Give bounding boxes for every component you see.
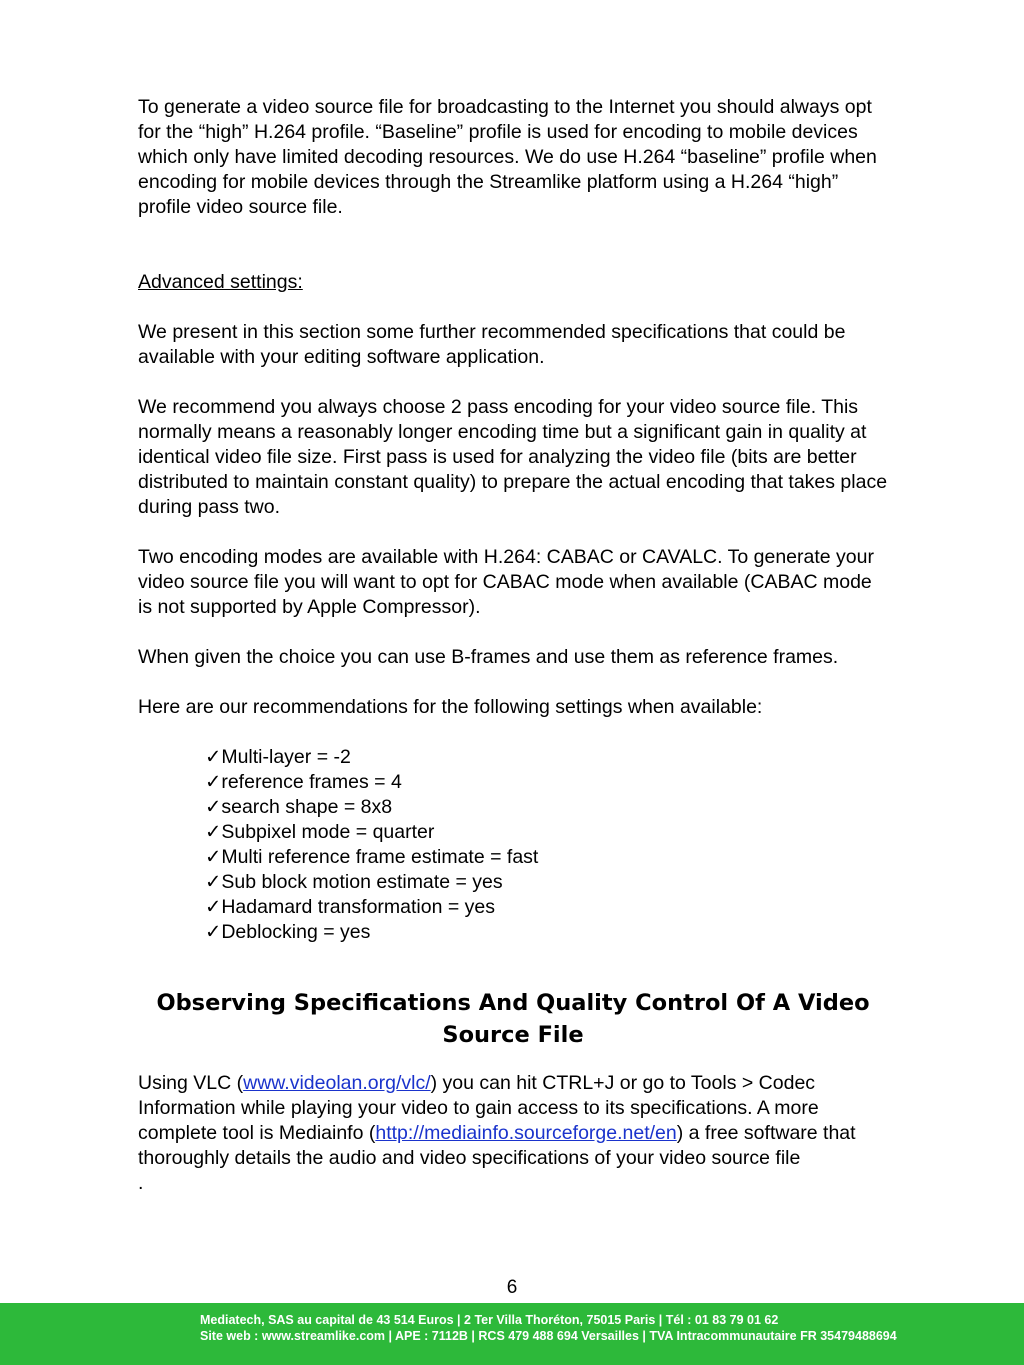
list-item-text: Deblocking = yes [221,921,371,943]
checkmark-icon: ✓ [205,821,222,843]
paragraph-further-specs: We present in this section some further recommended specifications that could be available with your editing software application. [138,321,846,368]
paragraph-recommendations-intro: Here are our recommendations for the following settings when available: [138,696,763,718]
list-item [205,745,888,770]
paragraph-vlc-mediainfo [138,1071,888,1171]
checkmark-icon: ✓ [205,771,222,793]
vlc-link[interactable]: www.videolan.org/vlc/ [243,1072,431,1094]
trailing-period: . [138,1172,144,1194]
list-item-text: Multi-layer = -2 [221,746,351,768]
list-item [205,845,888,870]
footer-company-info: Mediatech, SAS au capital de 43 514 Euros | 2 Ter Villa Thoréton, 75015 Paris | Tél : 01 83 79 01 62 [200,1313,779,1327]
checkmark-icon: ✓ [205,896,222,918]
footer-band [0,1303,1024,1365]
footer-legal-info: Site web : www.streamlike.com | APE : 7112B | RCS 479 488 694 Versailles | TVA Intracommunautaire FR 35479488694 [200,1329,897,1343]
mediainfo-description: ) a free software that thoroughly details the audio and video specifications of your video source file [138,1122,856,1169]
paragraph-two-pass: We recommend you always choose 2 pass encoding for your video source file. This normally means a reasonably longer encoding time but a significant gain in quality at identical video file size. First pass is used for analyzing the video file (bits are better distributed to maintain constant quality) to prepare the actual encoding that takes place during pass two. [138,396,888,518]
checkmark-icon: ✓ [205,746,222,768]
checkmark-icon: ✓ [205,846,222,868]
paragraph-cabac: Two encoding modes are available with H.264: CABAC or CAVALC. To generate your video source file you will want to opt for CABAC mode when available (CABAC mode is not supported by Apple Compressor). [138,546,874,618]
page-number: 6 [506,1277,518,1298]
list-item-text: Hadamard transformation = yes [221,896,496,918]
mediainfo-link[interactable]: http://mediainfo.sourceforge.net/en [375,1122,677,1144]
list-item-text: Subpixel mode = quarter [221,821,435,843]
advanced-settings-label: Advanced settings: [138,271,303,293]
list-item [205,795,888,820]
settings-checklist [138,745,888,945]
list-item [205,895,888,920]
list-item-text: search shape = 8x8 [221,796,393,818]
document-body [138,95,888,1221]
checkmark-icon: ✓ [205,921,222,943]
paragraph-h264-profile: To generate a video source file for broadcasting to the Internet you should always opt for the “high” H.264 profile. “Baseline” profile is used for encoding to mobile devices which only have limited decoding resources. We do use H.264 “baseline” profile when encoding for mobile devices through the Streamlike platform using a H.264 “high” profile video source file. [138,96,877,218]
list-item [205,820,888,845]
checkmark-icon: ✓ [205,796,222,818]
mediainfo-text: ) you can hit CTRL+J or go to Tools > Codec Information while playing your video to gain access to its specifications. A more complete tool is Mediainfo ( [138,1072,819,1144]
vlc-text: Using VLC ( [138,1072,244,1094]
list-item-text: Sub block motion estimate = yes [221,871,503,893]
checkmark-icon: ✓ [205,871,222,893]
list-item [205,770,888,795]
list-item-text: Multi reference frame estimate = fast [221,846,539,868]
paragraph-bframes: When given the choice you can use B-frames and use them as reference frames. [138,646,839,668]
section-heading: Observing Specifications And Quality Control Of A Video Source File [156,990,870,1048]
list-item-text: reference frames = 4 [221,771,402,793]
list-item [205,920,888,945]
list-item [205,870,888,895]
